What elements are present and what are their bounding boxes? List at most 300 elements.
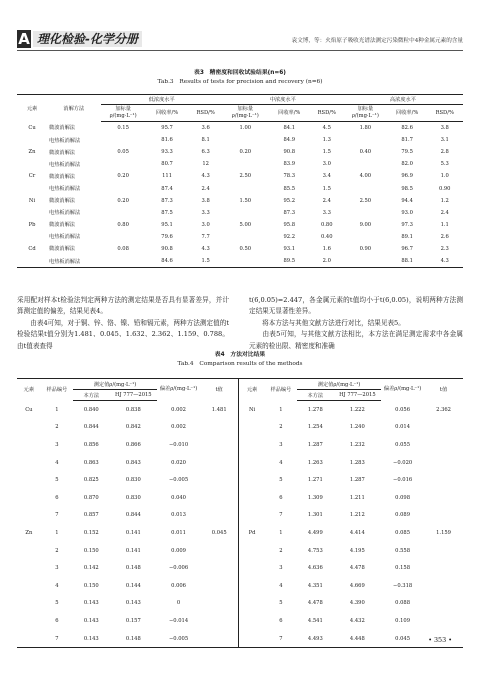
table4-cell	[424, 436, 463, 454]
table3-cell: 0.80	[320, 221, 333, 228]
table3-cell	[343, 134, 388, 146]
table4-cell: 1.287	[349, 477, 365, 484]
table4-cell: 0.143	[73, 630, 110, 648]
table4-cell: 5	[279, 477, 283, 484]
table3-cell: 微波消解法	[49, 246, 75, 253]
table3-cell: 微波消解法	[49, 125, 75, 132]
table4-row	[17, 630, 463, 648]
table4-cell: 4	[279, 459, 283, 466]
table4-cell: Ni	[239, 401, 265, 419]
table4-cell: 2	[279, 547, 283, 554]
table4-cell	[17, 489, 41, 507]
table4	[17, 378, 463, 648]
table3-cell	[223, 207, 268, 219]
table4-cell	[239, 507, 265, 525]
table3-row	[17, 122, 463, 135]
table3-cell	[101, 158, 146, 170]
table4-cell	[239, 630, 265, 648]
table3-cell: 94.4	[401, 197, 413, 204]
running-title: 袁文博，等：火焰原子吸收光谱法测定污染微粒中4种金属元素的含量	[291, 38, 463, 44]
table3-cell: 4.3	[426, 255, 463, 268]
table3-cell: 0.50	[239, 245, 252, 252]
table4-cell: 0.045	[381, 630, 424, 648]
table4-cell: 0.148	[110, 630, 157, 648]
table4-cell: 4.669	[349, 582, 365, 589]
table3-cell: 3.8	[440, 125, 449, 132]
table3-group-low: 低浓度水平	[101, 95, 223, 105]
table4-cell: −0.006	[168, 565, 189, 572]
table4-cell	[17, 595, 41, 613]
table4-cell	[200, 577, 239, 595]
table3-cell: 电热板消解法	[49, 210, 81, 217]
header-rule	[17, 50, 463, 51]
table4-cell: 3	[55, 565, 59, 572]
table4-cell	[17, 436, 41, 454]
table3-row	[17, 182, 463, 194]
table4-cell	[424, 542, 463, 560]
table4-cell: 1.271	[307, 477, 323, 484]
table4-cell: −0.010	[168, 441, 189, 448]
table4-cell: 0.055	[395, 441, 411, 448]
table4-cell	[200, 612, 239, 630]
table4-cell	[239, 489, 265, 507]
table3-row	[17, 170, 463, 182]
table4-cell	[424, 454, 463, 472]
table3-cell: 0.90	[438, 185, 451, 192]
table4-cell: 6	[55, 617, 59, 624]
table3-cell: 89.5	[268, 255, 311, 268]
table4-header-t: t值	[424, 379, 463, 401]
table4-cell: 5	[55, 600, 59, 607]
table4-cell: −0.020	[392, 459, 413, 466]
table3-cell: 电热板消解法	[47, 255, 101, 268]
table4-cell: 0.840	[83, 406, 99, 413]
table3-row	[17, 219, 463, 231]
table4-row	[17, 612, 463, 630]
table4-cell: 4.414	[349, 529, 365, 536]
table4-cell	[200, 436, 239, 454]
table4-cell: 7	[55, 512, 59, 519]
table4-header-sample: 样品编号	[265, 379, 297, 401]
table3-cell: 93.0	[401, 209, 413, 216]
table4-cell	[200, 471, 239, 489]
table3-cell: 2.6	[440, 233, 449, 240]
table3-cell	[101, 182, 146, 194]
table4-cell	[17, 507, 41, 525]
table3-cell: 87.4	[161, 185, 173, 192]
table4-cell: 0.143	[83, 617, 99, 624]
table3-cell: 3.0	[322, 161, 331, 168]
table4-row	[17, 401, 463, 419]
table4-cell: −0.014	[168, 617, 189, 624]
table4-cell: 6	[55, 494, 59, 501]
table4-cell: 1.159	[436, 529, 451, 536]
table3-cell: 2.8	[440, 149, 449, 156]
page-header	[17, 28, 463, 58]
table4-cell: 0.002	[171, 424, 186, 431]
table3-cell: 98.5	[401, 185, 413, 192]
table4-cell	[17, 542, 41, 560]
table3-cell: 0.08	[117, 245, 129, 252]
table4-cell: 1.287	[307, 441, 323, 448]
table3-cell: 81.6	[161, 137, 173, 144]
table3-caption-en: Tab.3 Results of tests for precision and recovery (n=6)	[157, 79, 323, 85]
table3-row	[17, 255, 463, 268]
table4-cell: 0.009	[171, 547, 186, 554]
table3-cell	[343, 158, 388, 170]
table4-cell: 0.158	[395, 565, 411, 572]
table4-cell	[200, 630, 239, 648]
table3-row	[17, 146, 463, 158]
table4-cell	[424, 577, 463, 595]
table4-row	[17, 577, 463, 595]
table3-cell	[101, 134, 146, 146]
table3-cell	[343, 182, 388, 194]
table4-cell: 1.211	[349, 494, 365, 501]
table3-cell: 95.1	[161, 221, 173, 228]
table3-cell: 1.5	[189, 255, 223, 268]
table3-cell: 电热板消解法	[49, 161, 81, 168]
table4-cell: 0.011	[171, 529, 186, 536]
table4-cell: Zn	[25, 529, 33, 536]
table4-cell: 4.753	[307, 547, 323, 554]
table4-cell: 0.558	[395, 547, 411, 554]
table3-cell: 95.8	[283, 221, 296, 228]
table4-cell: 0.098	[395, 494, 411, 501]
table3-cell	[343, 255, 388, 268]
table4-cell	[239, 454, 265, 472]
table3-cell: 2.3	[440, 245, 449, 252]
table4-cell: 0.088	[395, 600, 411, 607]
table3-cell: 82.6	[401, 125, 413, 132]
table3-cell: 3.6	[201, 125, 210, 132]
table4-cell: 4.636	[307, 565, 323, 572]
table3-cell: 0.20	[239, 149, 252, 156]
table4-cell: 4.351	[307, 582, 323, 589]
table4-cell	[200, 454, 239, 472]
table3-row	[17, 231, 463, 243]
table4-cell: 0.056	[395, 406, 411, 413]
table4-row	[17, 524, 463, 542]
table4-cell: 0.830	[125, 477, 141, 484]
table3-cell: 90.8	[161, 245, 173, 252]
table4-cell	[424, 419, 463, 437]
table3-cell: 微波消解法	[49, 198, 75, 205]
table3-cell: 87.5	[161, 209, 173, 216]
table4-cell: 0.002	[171, 406, 186, 413]
table3-cell: 84.9	[283, 137, 296, 144]
table4-cell	[200, 419, 239, 437]
table3-cell: 6.3	[201, 149, 210, 156]
table4-cell	[424, 507, 463, 525]
table4-cell: 0.150	[83, 582, 99, 589]
table4-cell: 0.144	[125, 582, 141, 589]
table3-caption-cn: 表3 精密度和回收试验结果(n=6)	[194, 70, 286, 76]
table3-cell: 0.15	[117, 125, 129, 132]
table4-row	[17, 489, 463, 507]
table4-cell: 1.301	[307, 512, 323, 519]
table3-cell: 2.0	[311, 255, 343, 268]
table4-cell: −0.005	[168, 477, 189, 484]
table3-header-rsd: RSD/%	[189, 105, 223, 122]
table4-cell: 4.493	[297, 630, 334, 648]
table4-cell: 0.014	[395, 424, 411, 431]
table3-cell: 90.8	[283, 149, 296, 156]
body-text-right: t(6,0.05)=2.447，各金属元素的t值均小于t(6,0.05)，说明两种方法测定结果无显著性差异。 将本方法与其他文献方法进行对比，结果见表5。 由表5可知，与其他文献方法相比，本方法在满足测定需求中各金属元素的检出限、精密度和准确	[249, 296, 463, 350]
table4-cell: 1.232	[349, 441, 365, 448]
table4-row	[17, 595, 463, 613]
table3-cell: 12	[202, 161, 209, 168]
table3-header-added: 加标量 ρ/(mg·L⁻¹)	[343, 105, 388, 122]
table3-cell: 84.6	[146, 255, 189, 268]
table3-cell: 92.2	[283, 233, 296, 240]
table3-cell	[223, 182, 268, 194]
table3-cell	[101, 255, 146, 268]
table4-cell: 0.838	[125, 406, 141, 413]
table3-cell: 微波消解法	[49, 173, 75, 180]
table4-cell: 0.866	[125, 441, 141, 448]
table3-cell: 4.3	[201, 245, 210, 252]
table4-cell: 1	[279, 406, 283, 413]
table4-cell: 1.254	[307, 424, 323, 431]
table4-cell	[17, 454, 41, 472]
table3-header-recovery: 回收率/%	[388, 105, 427, 122]
table4-row	[17, 471, 463, 489]
table4-cell: 0.020	[171, 459, 186, 466]
table4-cell: 2.362	[436, 406, 451, 413]
table4-header-this-method: 本方法	[73, 390, 110, 401]
table4-cell: 0.157	[125, 617, 141, 624]
journal-name: 理化检验-化学分册	[33, 31, 142, 47]
table3-header-recovery: 回收率/%	[146, 105, 189, 122]
table4-cell: 0.006	[171, 582, 186, 589]
table3-cell: 0.80	[117, 221, 129, 228]
table3-cell: 0.40	[320, 233, 333, 240]
table3-cell: Zn	[28, 149, 36, 156]
journal-logo: A	[18, 30, 30, 48]
table3-cell: 83.9	[283, 161, 296, 168]
table3-cell	[343, 207, 388, 219]
table4-cell: 1.212	[349, 512, 365, 519]
table4-cell	[424, 595, 463, 613]
table4-cell: 1.240	[349, 424, 365, 431]
table4-cell: −0.318	[392, 582, 413, 589]
table4-cell: 0.143	[83, 600, 99, 607]
table3-cell: 4.3	[201, 173, 210, 180]
table3-cell: 79.6	[161, 233, 173, 240]
table4-cell: 0.863	[83, 459, 99, 466]
table4-cell: −0.016	[392, 477, 413, 484]
table4-cell: 0.141	[125, 529, 141, 536]
table3-cell: 96.7	[401, 245, 413, 252]
table3-cell: 1.2	[440, 197, 449, 204]
table3-header-recovery: 回收率/%	[268, 105, 311, 122]
table3-cell: 96.9	[401, 173, 413, 180]
table4-header-hj: HJ 777—2015	[334, 390, 381, 401]
table4-header-measured: 测定值ρ/(mg·L⁻¹)	[73, 379, 157, 390]
table4-cell	[17, 559, 41, 577]
table4-header-deviation: 偏差ρ/(mg·L⁻¹)	[157, 379, 200, 401]
table3-row	[17, 195, 463, 207]
table3-cell: 1.0	[440, 173, 449, 180]
table4-row	[17, 559, 463, 577]
table3-cell: 81.7	[401, 137, 413, 144]
table3-cell: 80.7	[161, 161, 173, 168]
table3-cell: 93.3	[161, 149, 173, 156]
table4-cell: −0.005	[157, 630, 200, 648]
table4-cell: 2	[279, 424, 283, 431]
table3-cell: 1.5	[322, 149, 331, 156]
table3-cell: Cr	[28, 173, 36, 180]
table3-cell: Pb	[28, 221, 36, 228]
table3-cell: 5.3	[440, 161, 449, 168]
table4-row	[17, 436, 463, 454]
table3-cell: 2.4	[201, 185, 210, 192]
table3-cell: 4.5	[322, 125, 331, 132]
table3-cell	[17, 158, 47, 170]
table4-cell: 4.499	[307, 529, 323, 536]
table4-cell	[239, 612, 265, 630]
table3-cell: 3.1	[440, 137, 449, 144]
table3-cell: 9.00	[359, 221, 372, 228]
table4-cell: 0.857	[83, 512, 99, 519]
table3-header-rsd: RSD/%	[426, 105, 463, 122]
table4-cell	[200, 595, 239, 613]
table3-cell: 82.0	[401, 161, 413, 168]
table3-cell	[223, 134, 268, 146]
table3-cell: 0.90	[359, 245, 372, 252]
table3-cell: 电热板消解法	[49, 234, 81, 241]
table4-cell: 1.263	[307, 459, 323, 466]
table4-cell	[200, 542, 239, 560]
table4-cell: 0.148	[125, 565, 141, 572]
table4-header-this-method: 本方法	[297, 390, 334, 401]
table4-cell: 4.478	[349, 565, 365, 572]
table4-cell: 4.541	[307, 617, 323, 624]
table3-cell: 87.3	[161, 197, 173, 204]
table3-header-rsd: RSD/%	[311, 105, 343, 122]
table3-cell	[223, 158, 268, 170]
table3-cell: 8.1	[201, 137, 210, 144]
body-text-left: 采用配对样本t检验法判定两种方法的测定结果是否具有显著差异，并计算测定值的偏差，结果见表4。 由表4可知，对于铜、锌、铬、镍、铅和镉元素，两种方法测定值的t检验结果t值分别为1.481、0.045、1.632、2.362、1.159、0.788。由t值表查得	[17, 296, 229, 350]
table3-cell	[223, 255, 268, 268]
table4-cell	[239, 559, 265, 577]
table4-cell: 0.150	[83, 547, 99, 554]
table4-cell	[17, 612, 41, 630]
table3-cell	[17, 207, 47, 219]
table3-cell	[343, 231, 388, 243]
table3-cell: 3.8	[201, 197, 210, 204]
table4-cell: 7	[279, 512, 283, 519]
table4-cell: 1.481	[211, 406, 227, 413]
table3-cell: 4.00	[359, 173, 372, 180]
table4-row	[17, 542, 463, 560]
table3-cell: Ni	[28, 197, 36, 204]
table4-cell: 6	[279, 617, 283, 624]
table4-cell: 3	[279, 441, 283, 448]
table4-row	[17, 507, 463, 525]
table4-header-deviation: 偏差ρ/(mg·L⁻¹)	[381, 379, 424, 401]
table4-cell	[17, 419, 41, 437]
table4-cell	[424, 559, 463, 577]
table4-cell: 1	[55, 529, 59, 536]
table3-cell: 78.3	[283, 173, 296, 180]
table3-header-method: 消解方法	[47, 95, 101, 122]
table4-header-hj: HJ 777—2015	[110, 390, 157, 401]
table3-cell	[17, 231, 47, 243]
table4-cell: 0.152	[83, 529, 99, 536]
table4-cell: 5	[55, 477, 59, 484]
table3-row	[17, 158, 463, 170]
table4-cell	[200, 559, 239, 577]
table3-cell: 2.50	[359, 197, 372, 204]
table4-cell	[239, 471, 265, 489]
table3-cell: 0.40	[359, 149, 372, 156]
table4-cell	[239, 436, 265, 454]
table3-cell: 1.50	[239, 197, 252, 204]
table4-cell: 4	[279, 582, 283, 589]
table3-cell: 0.05	[117, 149, 129, 156]
table4-header-element: 元素	[17, 379, 41, 401]
table3-cell: 微波消解法	[49, 222, 75, 229]
table4-cell	[239, 595, 265, 613]
table4-cell: 0.109	[395, 617, 411, 624]
table3-cell: Cu	[28, 124, 36, 131]
table4-cell: 0.843	[125, 459, 141, 466]
table4-cell: 0.825	[83, 477, 99, 484]
table4-header-measured: 测定值ρ/(mg·L⁻¹)	[297, 379, 381, 390]
table4-caption-en: Tab.4 Comparison results of the methods	[177, 361, 303, 367]
table3-cell: 3.0	[201, 221, 210, 228]
table3-cell: 7.7	[201, 233, 210, 240]
table3-header-added: 加标量 ρ/(mg·L⁻¹)	[223, 105, 268, 122]
table3-cell: 0.20	[117, 197, 129, 204]
table3-cell: 1.80	[359, 125, 372, 132]
table4-row	[17, 419, 463, 437]
table4-cell: 0.040	[171, 494, 186, 501]
table3-cell: 微波消解法	[49, 149, 75, 156]
table3-cell: 79.5	[401, 149, 413, 156]
table4-cell: 2	[55, 547, 59, 554]
table3-cell: 95.2	[283, 197, 296, 204]
table4-cell: 0.870	[83, 494, 99, 501]
table4-cell: 1.283	[349, 459, 365, 466]
table3-cell: 3.4	[322, 173, 331, 180]
table3-cell	[17, 134, 47, 146]
table3-group-high: 高浓度水平	[343, 95, 463, 105]
table4-cell: 7	[41, 630, 73, 648]
table3-cell	[223, 231, 268, 243]
table3-cell: 3.3	[322, 209, 331, 216]
table4-cell	[239, 419, 265, 437]
table4-cell: 4.390	[349, 600, 365, 607]
table3-cell: 89.1	[401, 233, 413, 240]
table4-cell: 4	[55, 459, 59, 466]
table4-cell: 0.141	[125, 547, 141, 554]
table4-cell: 1.278	[307, 406, 323, 413]
table3-row	[17, 134, 463, 146]
table3	[17, 94, 463, 268]
table3-cell: 5.00	[239, 221, 252, 228]
table3-cell: 97.3	[401, 221, 413, 228]
table3-cell: 88.1	[388, 255, 427, 268]
table4-cell	[200, 489, 239, 507]
table4-cell	[17, 471, 41, 489]
table3-cell: 2.4	[322, 197, 331, 204]
table3-cell: 1.1	[440, 221, 449, 228]
table4-cell: 3	[55, 441, 59, 448]
table4-cell: Pd	[239, 524, 265, 542]
